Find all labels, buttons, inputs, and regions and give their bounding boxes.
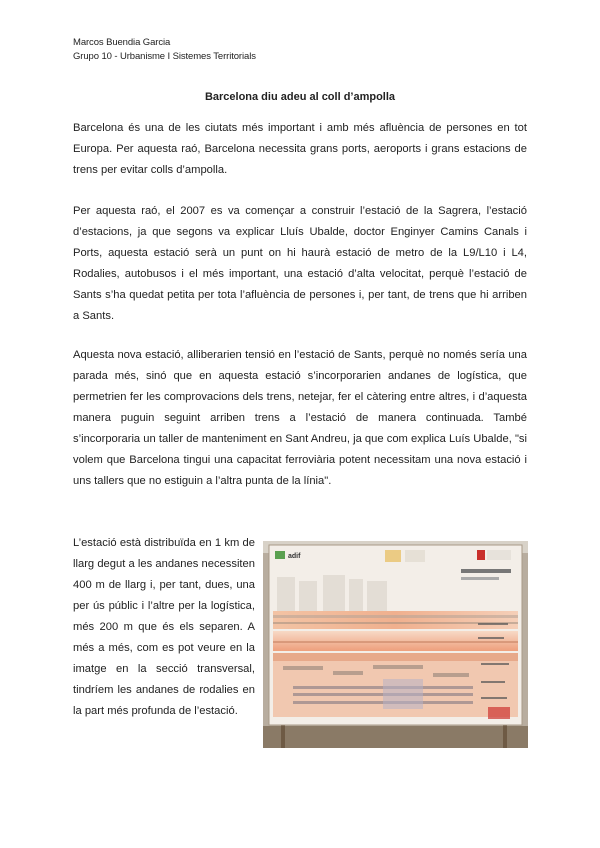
station-cross-section-photo: [263, 541, 528, 748]
paragraph-2: Per aquesta raó, el 2007 es va començar a construir l’estació de la Sagrera, l’estació d’estacions, ja que segons va explicar Lluís Ubalde, doctor Enginyer Camins Canals i Ports, aquesta estació serà un punt on hi haurà estació de metro de la L9/L10 i L4, Rodalies, autobusos i el més important, una estació d’alta velocitat, perquè l’estació de Sants s’ha quedat petita per tota l’afluència de persones i, per tant, de trens que hi arriben a Sants.: [73, 205, 527, 322]
course-name: Grupo 10 - Urbanisme I Sistemes Territorials: [73, 51, 256, 62]
document-title: Barcelona diu adeu al coll d’ampolla: [204, 91, 396, 103]
paragraph-3: Aquesta nova estació, alliberarien tensió en l’estació de Sants, perquè no només sería una parada més, sinó que en aquesta estació s’incorporarien andanes de logística, que permetrien fer les comprovacions dels trens, netejar, fer el càtering entre altres, i d’aquesta manera puguin seguint arriben trens a l’estació de manera continuada. També s’incorporaria un taller de manteniment en Sant Andreu, ja que com explica Luís Ubalde, "si volem que Barcelona tingui una capacitat ferroviària potent necessitam una nova estació i uns tallers que no estiguin a l’altra punta de la línia".: [73, 349, 527, 487]
paragraph-1: Barcelona és una de les ciutats més important i amb més afluència de persones en tot Europa. Per aquesta raó, Barcelona necessita grans ports, aeroports i grans estacions de trens per evitar colls d’ampolla.: [73, 122, 527, 176]
document-header: [73, 36, 256, 64]
photo-illustration: [263, 541, 528, 748]
paragraph-4: L’estació està distribuïda en 1 km de llarg degut a les andanes necessiten 400 m de llarg i, per tant, dues, una per ús públic i l’altre per la logística, més 200 m que és els separen. A més a més, com es pot veure en la imatge en la secció transversal, tindríem les andanes de rodalies en la part més profunda de l’estació.: [73, 537, 255, 717]
adif-logo: adif: [288, 553, 301, 560]
author-name: Marcos Buendia Garcia: [73, 37, 171, 48]
